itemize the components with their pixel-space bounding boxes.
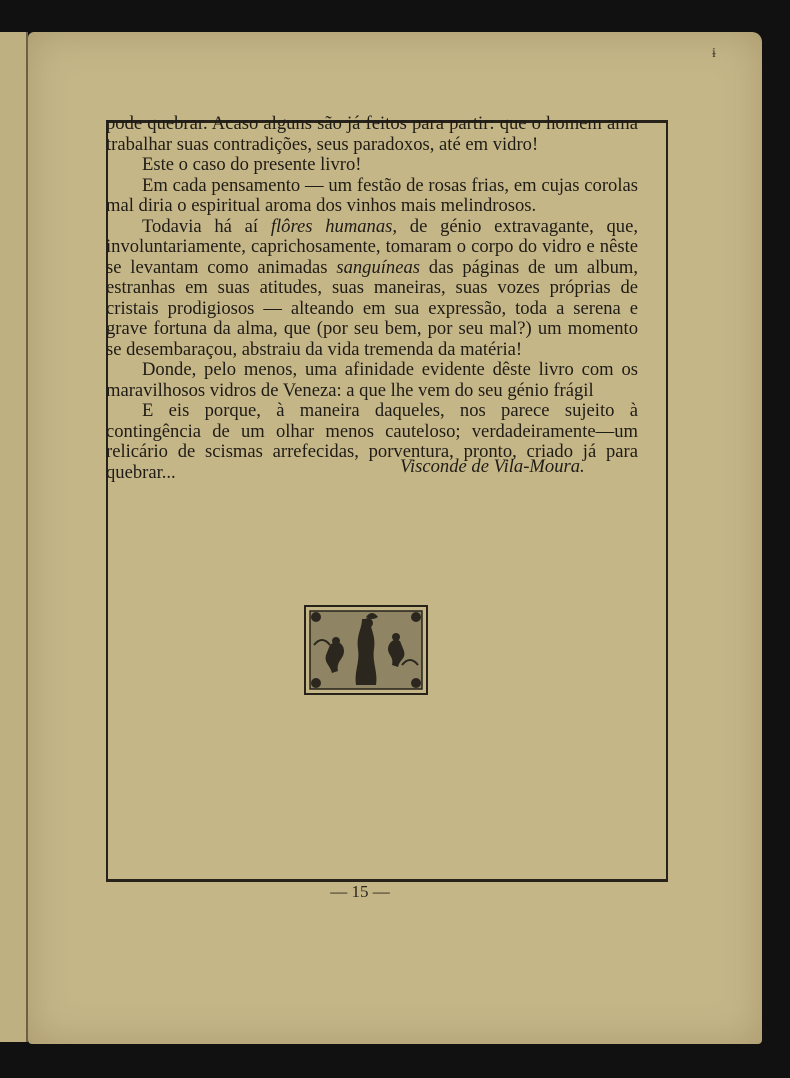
- italic-phrase-flores: flôres humanas,: [270, 215, 398, 237]
- author-signature: Visconde de Vila-Moura.: [400, 456, 585, 477]
- paragraph-4-part: Todavia há aí: [142, 215, 271, 237]
- paragraph-2: Este o caso do presente livro!: [142, 154, 362, 175]
- corner-mark: ɨ: [712, 46, 716, 61]
- italic-word-sanguineas: sanguíneas: [336, 256, 421, 278]
- decorative-vignette-ornament: [304, 605, 428, 695]
- paragraph-4-part: de génio extravagante, que, involuntariamente, caprichosamente, tomaram o corpo do vidro e nêste se levantam como animadas: [106, 215, 639, 278]
- paragraph-4-part: das páginas de um album, estranhas em suas atitudes, suas maneiras, suas vozes próprias de cristais prodigiosos — alteando em sua expressão, toda a serena e grave fortuna da alma, que (por seu bem, por seu mal?) um momento se desembaraçou, abstraiu da vida tremenda da matéria!: [106, 256, 638, 360]
- paragraph-6: E eis porque, à maneira daqueles, nos parece sujeito à contingência de um olhar menos cauteloso; verdadeiramente—um relicário de scismas arrefecidas, porventura, pronto, criado já para quebrar...: [106, 400, 638, 483]
- page-number: — 15 —: [330, 882, 390, 901]
- previous-page-edge: [0, 32, 28, 1042]
- paragraph-5: Donde, pelo menos, uma afinidade evidente dêste livro com os maravilhosos vidros de Veneza: a que lhe vem do seu génio frágil: [106, 359, 638, 401]
- paragraph-3: Em cada pensamento — um festão de rosas frias, em cujas corolas mal diria o espiritual aroma dos vinhos mais melindrosos.: [106, 174, 638, 216]
- paragraph-4: [106, 217, 638, 361]
- paragraph-1: pode quebrar. Acaso alguns são já feitos para partir: que o homem ama trabalhar suas contradições, seus paradoxos, até em vidro!: [106, 113, 638, 155]
- page-body: [106, 114, 638, 483]
